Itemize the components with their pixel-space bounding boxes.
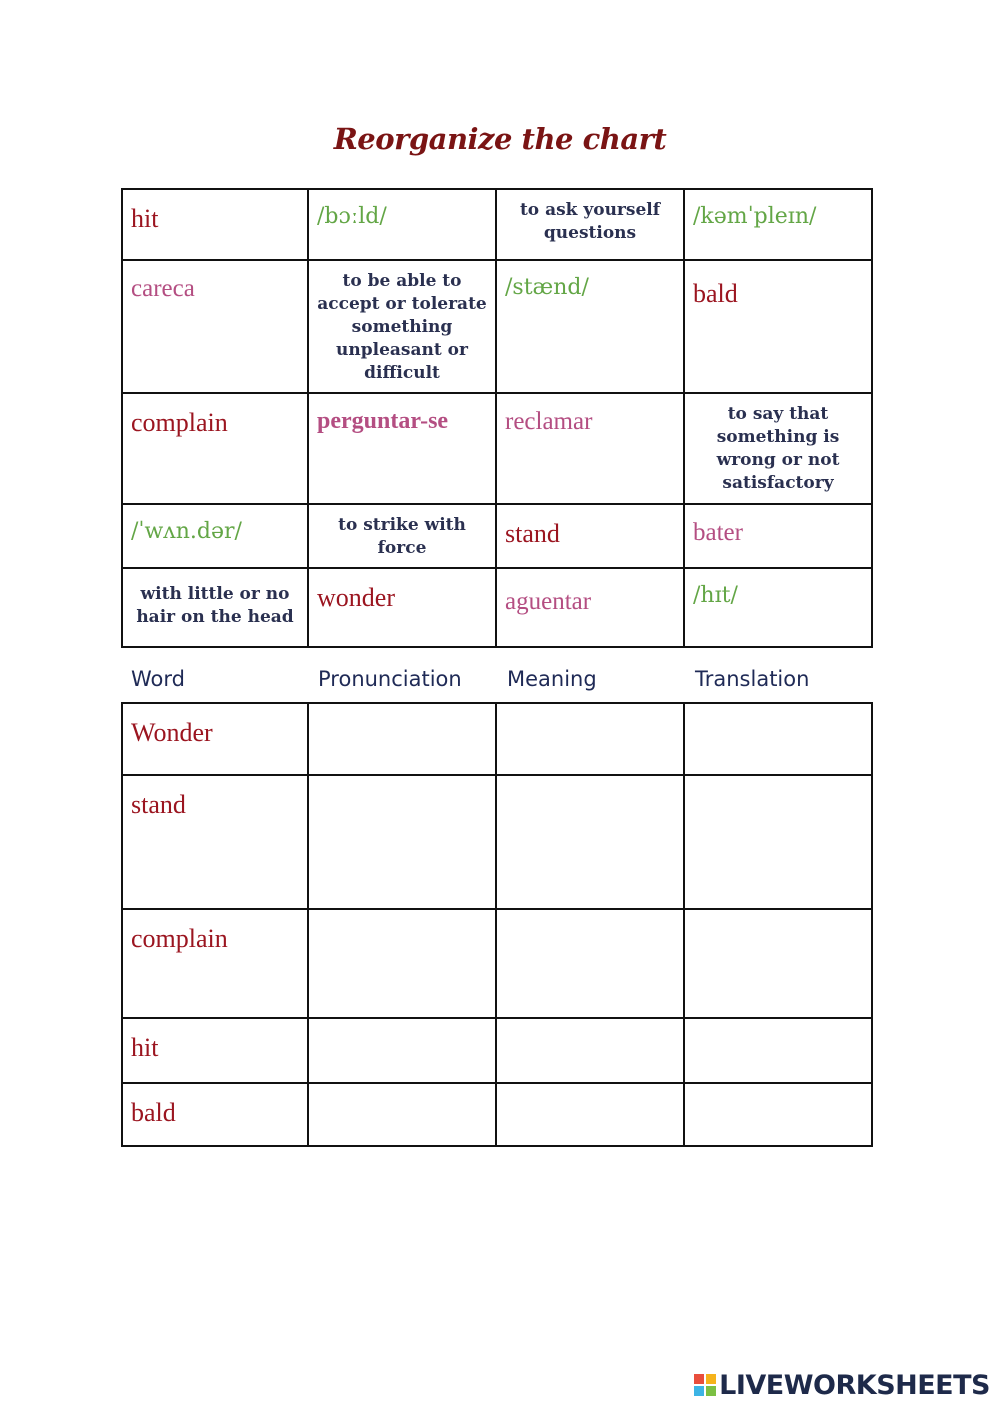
word-text: hit (131, 204, 159, 233)
logo-squares-icon (694, 1374, 716, 1396)
worksheet-title: Reorganize the chart (333, 122, 667, 156)
answer-translation-field[interactable] (685, 776, 871, 790)
answer-word-text: Wonder (131, 718, 213, 747)
mixed-chart-cell (122, 504, 308, 568)
answer-cell-pronunciation[interactable] (308, 703, 496, 775)
answer-cell-meaning[interactable] (496, 1018, 684, 1083)
mixed-chart-cell (122, 393, 308, 504)
mixed-chart-row (122, 393, 872, 504)
mixed-chart-cell (496, 504, 684, 568)
pronunciation-text: /ˈwʌn.dər/ (131, 519, 242, 544)
mixed-chart-cell (684, 504, 872, 568)
definition-text: with little or no hair on the head (136, 584, 294, 627)
answer-word-text: stand (131, 790, 186, 819)
definition-text: to ask yourself questions (519, 200, 661, 243)
answer-meaning-field[interactable] (497, 704, 683, 718)
answer-pronunciation-field[interactable] (309, 1084, 495, 1098)
answer-cell-pronunciation[interactable] (308, 1083, 496, 1146)
answer-cell-word (122, 775, 308, 909)
mixed-chart-cell (308, 189, 496, 260)
translation-text: careca (131, 275, 195, 302)
answer-translation-field[interactable] (685, 910, 871, 924)
pronunciation-text: /bɔːld/ (317, 204, 387, 229)
mixed-chart-cell (684, 189, 872, 260)
answer-chart-row (122, 703, 872, 775)
answer-word-text: complain (131, 924, 228, 953)
mixed-chart-cell (496, 393, 684, 504)
pronunciation-text: /kəmˈpleɪn/ (693, 204, 817, 229)
mixed-chart-cell (308, 504, 496, 568)
translation-text: reclamar (505, 408, 593, 435)
answer-word-text: bald (131, 1098, 176, 1127)
answer-word-text: hit (131, 1033, 159, 1062)
mixed-chart-cell (122, 189, 308, 260)
mixed-chart-cell (308, 393, 496, 504)
word-text: stand (505, 519, 560, 548)
answer-meaning-field[interactable] (497, 776, 683, 790)
mixed-chart-cell (684, 260, 872, 393)
answer-chart-row (122, 1083, 872, 1146)
answer-cell-translation[interactable] (684, 909, 872, 1018)
answer-translation-field[interactable] (685, 1084, 871, 1098)
answer-translation-field[interactable] (685, 704, 871, 718)
answer-meaning-field[interactable] (497, 1084, 683, 1098)
answer-cell-word (122, 1018, 308, 1083)
answer-cell-translation[interactable] (684, 775, 872, 909)
answer-chart-row (122, 909, 872, 1018)
translation-text: aguentar (505, 588, 592, 615)
answer-cell-translation[interactable] (684, 1018, 872, 1083)
answer-meaning-field[interactable] (497, 910, 683, 924)
pronunciation-text: /hɪt/ (693, 583, 738, 608)
answer-chart-headers (121, 667, 873, 699)
answer-pronunciation-field[interactable] (309, 910, 495, 924)
answer-cell-meaning[interactable] (496, 1083, 684, 1146)
word-text: complain (131, 408, 228, 437)
mixed-chart-cell (684, 568, 872, 647)
mixed-chart-cell (496, 260, 684, 393)
answer-cell-word (122, 703, 308, 775)
answer-pronunciation-field[interactable] (309, 704, 495, 718)
definition-text: to say that something is wrong or not satisfactory (716, 404, 840, 493)
mixed-chart (121, 188, 873, 648)
answer-cell-meaning[interactable] (496, 703, 684, 775)
answer-cell-pronunciation[interactable] (308, 1018, 496, 1083)
definition-text: to strike with force (338, 515, 466, 558)
answer-cell-pronunciation[interactable] (308, 909, 496, 1018)
mixed-chart-cell (496, 189, 684, 260)
mixed-chart-row (122, 189, 872, 260)
mixed-chart-cell (684, 393, 872, 504)
answer-chart-row (122, 1018, 872, 1083)
answer-meaning-field[interactable] (497, 1019, 683, 1033)
answer-chart-row (122, 775, 872, 909)
header-word: Word (131, 667, 185, 691)
answer-chart (121, 702, 873, 1147)
answer-cell-word (122, 1083, 308, 1146)
answer-cell-translation[interactable] (684, 703, 872, 775)
liveworksheets-logo (694, 1369, 990, 1401)
answer-cell-translation[interactable] (684, 1083, 872, 1146)
mixed-chart-cell (122, 260, 308, 393)
word-text: wonder (317, 583, 395, 612)
definition-text: to be able to accept or tolerate something unpleasant or difficult (317, 271, 487, 383)
answer-translation-field[interactable] (685, 1019, 871, 1033)
pronunciation-text: /stænd/ (505, 275, 589, 300)
mixed-chart-cell (308, 568, 496, 647)
answer-cell-pronunciation[interactable] (308, 775, 496, 909)
answer-cell-meaning[interactable] (496, 775, 684, 909)
mixed-chart-cell (496, 568, 684, 647)
answer-cell-word (122, 909, 308, 1018)
mixed-chart-row (122, 504, 872, 568)
word-text: bald (693, 279, 738, 308)
answer-pronunciation-field[interactable] (309, 776, 495, 790)
mixed-chart-row (122, 260, 872, 393)
mixed-chart-cell (122, 568, 308, 647)
translation-text: perguntar-se (317, 408, 449, 434)
mixed-chart-row (122, 568, 872, 647)
mixed-chart-cell (308, 260, 496, 393)
brand-name: LIVEWORKSHEETS (719, 1369, 990, 1401)
translation-text: bater (693, 519, 743, 546)
header-meaning: Meaning (507, 667, 597, 691)
answer-pronunciation-field[interactable] (309, 1019, 495, 1033)
answer-cell-meaning[interactable] (496, 909, 684, 1018)
header-pronunciation: Pronunciation (318, 667, 462, 691)
header-translation: Translation (695, 667, 810, 691)
